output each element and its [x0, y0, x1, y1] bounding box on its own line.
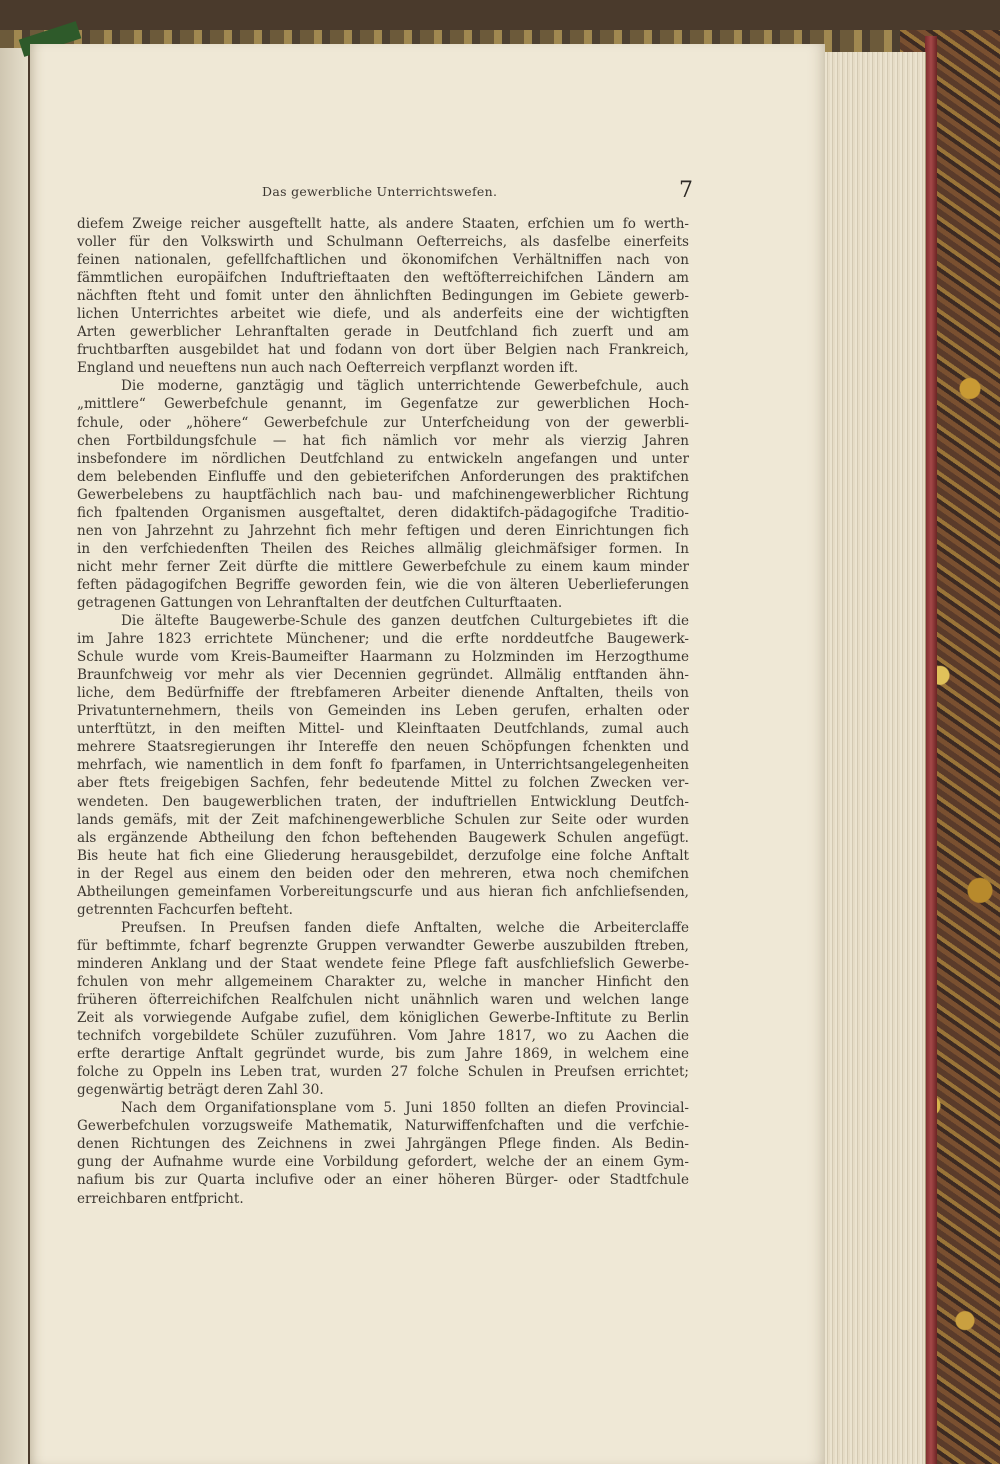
- text-line: früheren öfterreichifchen Realfchulen nicht unähnlich waren und welchen lange: [77, 992, 689, 1009]
- text-line: lichen Unterrichtes arbeitet wie diefe, und als anderfeits eine der wichtigften: [77, 306, 689, 323]
- text-line: unterftützt, in den meiften Mittel- und Kleinftaaten Deutfchlands, zumal auch: [77, 721, 689, 738]
- body-text: [77, 215, 689, 1208]
- text-line: Braunfchweig vor mehr als vier Decennien gegründet. Allmälig entftanden ähn-: [77, 667, 689, 684]
- text-line: diefem Zweige reicher ausgeftellt hatte, als andere Staaten, erfchien um fo werth-: [77, 216, 689, 232]
- text-line: mehrfach, wie namentlich in dem fonft fo fparfamen, in Unterrichtsangelegenheiten: [77, 757, 689, 774]
- text-line: im Jahre 1823 errichtete Münchener; und die erfte norddeutfche Baugewerk-: [77, 631, 689, 648]
- text-line: Die moderne, ganztägig und täglich unterrichtende Gewerbefchule, auch: [121, 378, 689, 395]
- facing-page-edge: [0, 48, 28, 1464]
- text-line: folche zu Oppeln ins Leben trat, wurden 27 folche Schulen in Preufsen errichtet;: [77, 1064, 689, 1081]
- text-line: aber ftets freigebigen Sachfen, fehr bedeutende Mittel zu folchen Zwecken ver-: [77, 775, 689, 792]
- text-line: Gewerbelebens zu hauptfächlich nach bau- und mafchinengewerblicher Richtung: [77, 486, 689, 503]
- text-line: als ergänzende Abtheilung den fchon beftehenden Baugewerk Schulen angefügt.: [77, 829, 689, 846]
- text-line: für beftimmte, fcharf begrenzte Gruppen verwandter Gewerbe auszubilden ftreben,: [77, 937, 689, 954]
- text-line: fchulen von mehr allgemeinem Charakter zu, welche in mancher Hinficht den: [77, 973, 689, 990]
- text-line: fich fpaltenden Organismen ausgeftaltet, deren didaktifch-pädagogifche Traditio-: [77, 504, 689, 521]
- text-line: voller für den Volkswirth und Schulmann Oefterreichs, als dasfelbe einerfeits: [77, 234, 689, 251]
- cover-spine-edge: [925, 36, 937, 1464]
- text-line: feften pädagogifchen Begriffe geworden fein, wie die von älteren Ueberlieferungen: [77, 576, 689, 593]
- text-line: erreichbaren entfpricht.: [77, 1190, 244, 1207]
- text-line: minderen Anklang und der Staat wendete feine Pflege faft ausfchliefslich Gewerbe-: [77, 955, 689, 972]
- text-line: getrennten Fachcurfen befteht.: [77, 901, 293, 918]
- text-line: mehrere Staatsregierungen ihr Intereffe den neuen Schöpfungen fchenkten und: [77, 739, 689, 756]
- text-line: Die ältefte Baugewerbe-Schule des ganzen deutfchen Culturgebietes ift die: [121, 613, 689, 630]
- text-line: Zeit als vorwiegende Aufgabe zufiel, dem königlichen Gewerbe-Inftitute zu Berlin: [77, 1010, 689, 1027]
- running-head: Das gewerbliche Unterrichtswefen.: [262, 184, 498, 199]
- text-line: denen Richtungen des Zeichnens in zwei Jahrgängen Pflege finden. Als Bedin-: [77, 1136, 689, 1153]
- text-line: nicht mehr ferner Zeit dürfte die mittlere Gewerbefchule zu einem kaum minder: [77, 558, 689, 575]
- text-line: Schule wurde vom Kreis-Baumeifter Haarmann zu Holzminden im Herzogthume: [77, 649, 689, 666]
- text-line: erfte derartige Anftalt gegründet wurde, bis zum Jahre 1869, in welchem eine: [77, 1046, 689, 1063]
- text-line: getragenen Gattungen von Lehranftalten der deutfchen Culturftaaten.: [77, 594, 563, 611]
- text-line: „mittlere“ Gewerbefchule genannt, im Gegenfatze zur gewerblichen Hoch-: [77, 396, 689, 413]
- page-number: 7: [679, 178, 693, 203]
- text-line: nafium bis zur Quarta inclufive oder an einer höheren Bürger- oder Stadtfchule: [77, 1172, 689, 1189]
- text-line: lands gemäfs, mit der Zeit mafchinengewerbliche Schulen zur Seite oder wurden: [77, 811, 689, 828]
- text-line: nen von Jahrzehnt zu Jahrzehnt fich mehr feftigen und deren Einrichtungen fich: [77, 522, 689, 539]
- page-stack-edge: [820, 52, 926, 1464]
- text-line: Nach dem Organifationsplane vom 5. Juni 1850 follten an diefen Provincial-: [121, 1100, 689, 1117]
- text-line: fämmtlichen europäifchen Induftrieftaaten den weftöfterreichifchen Ländern am: [77, 270, 689, 287]
- text-line: liche, dem Bedürfniffe der ftrebfameren Arbeiter dienende Anftalten, theils von: [77, 685, 689, 702]
- text-line: feinen nationalen, gefellfchaftlichen und ökonomifchen Verhältniffen nach von: [77, 252, 689, 269]
- text-line: in der Regel aus einem den beiden oder den mehreren, etwa noch chemifchen: [77, 865, 689, 882]
- text-line: chen Fortbildungsfchule — hat fich nämlich vor mehr als vierzig Jahren: [77, 432, 689, 449]
- text-line: Arten gewerblicher Lehranftalten gerade in Deutfchland fich zuerft und am: [77, 324, 689, 341]
- text-line: Preufsen. In Preufsen fanden diefe Anftalten, welche die Arbeiterclaffe: [121, 919, 689, 936]
- text-line: gung der Aufnahme wurde eine Vorbildung gefordert, welche der an einem Gym-: [77, 1154, 689, 1171]
- text-line: nächften fteht und fomit unter den ähnlichften Bedingungen im Gebiete gewerb-: [77, 288, 689, 305]
- text-line: Privatunternehmern, theils von Gemeinden ins Leben gerufen, erhalten oder: [77, 703, 689, 720]
- text-line: in den verfchiedenften Theilen des Reiches allmälig gleichmäfsiger formen. In: [77, 540, 689, 557]
- text-line: England und neueftens nun auch nach Oefterreich verpflanzt worden ift.: [77, 360, 579, 377]
- text-line: Abtheilungen gemeinfamen Vorbereitungscurfe und aus hieran fich anfchliefsenden,: [77, 883, 689, 900]
- text-line: Gewerbefchulen vorzugsweife Mathematik, Naturwiffenfchaften und die verfchie-: [77, 1118, 689, 1135]
- text-line: fruchtbarften ausgebildet hat und fodann von dort über Belgien nach Frankreich,: [77, 342, 689, 359]
- text-line: gegenwärtig beträgt deren Zahl 30.: [77, 1082, 324, 1099]
- text-line: Bis heute hat fich eine Gliederung herausgebildet, derzufolge eine folche Anftalt: [77, 847, 689, 864]
- text-line: dem belebenden Einfluffe und den gebieterifchen Anforderungen des praktifchen: [77, 468, 689, 485]
- text-line: wendeten. Den baugewerblichen traten, der induftriellen Entwicklung Deutfch-: [77, 793, 689, 810]
- text-line: technifch vorgebildete Schüler zuzuführen. Vom Jahre 1817, wo zu Aachen die: [77, 1028, 689, 1045]
- text-line: fchule, oder „höhere“ Gewerbefchule zur Unterfcheidung von der gewerbli-: [77, 414, 689, 431]
- text-line: insbefondere im nördlichen Deutfchland zu entwickeln angefangen und unter: [77, 450, 689, 467]
